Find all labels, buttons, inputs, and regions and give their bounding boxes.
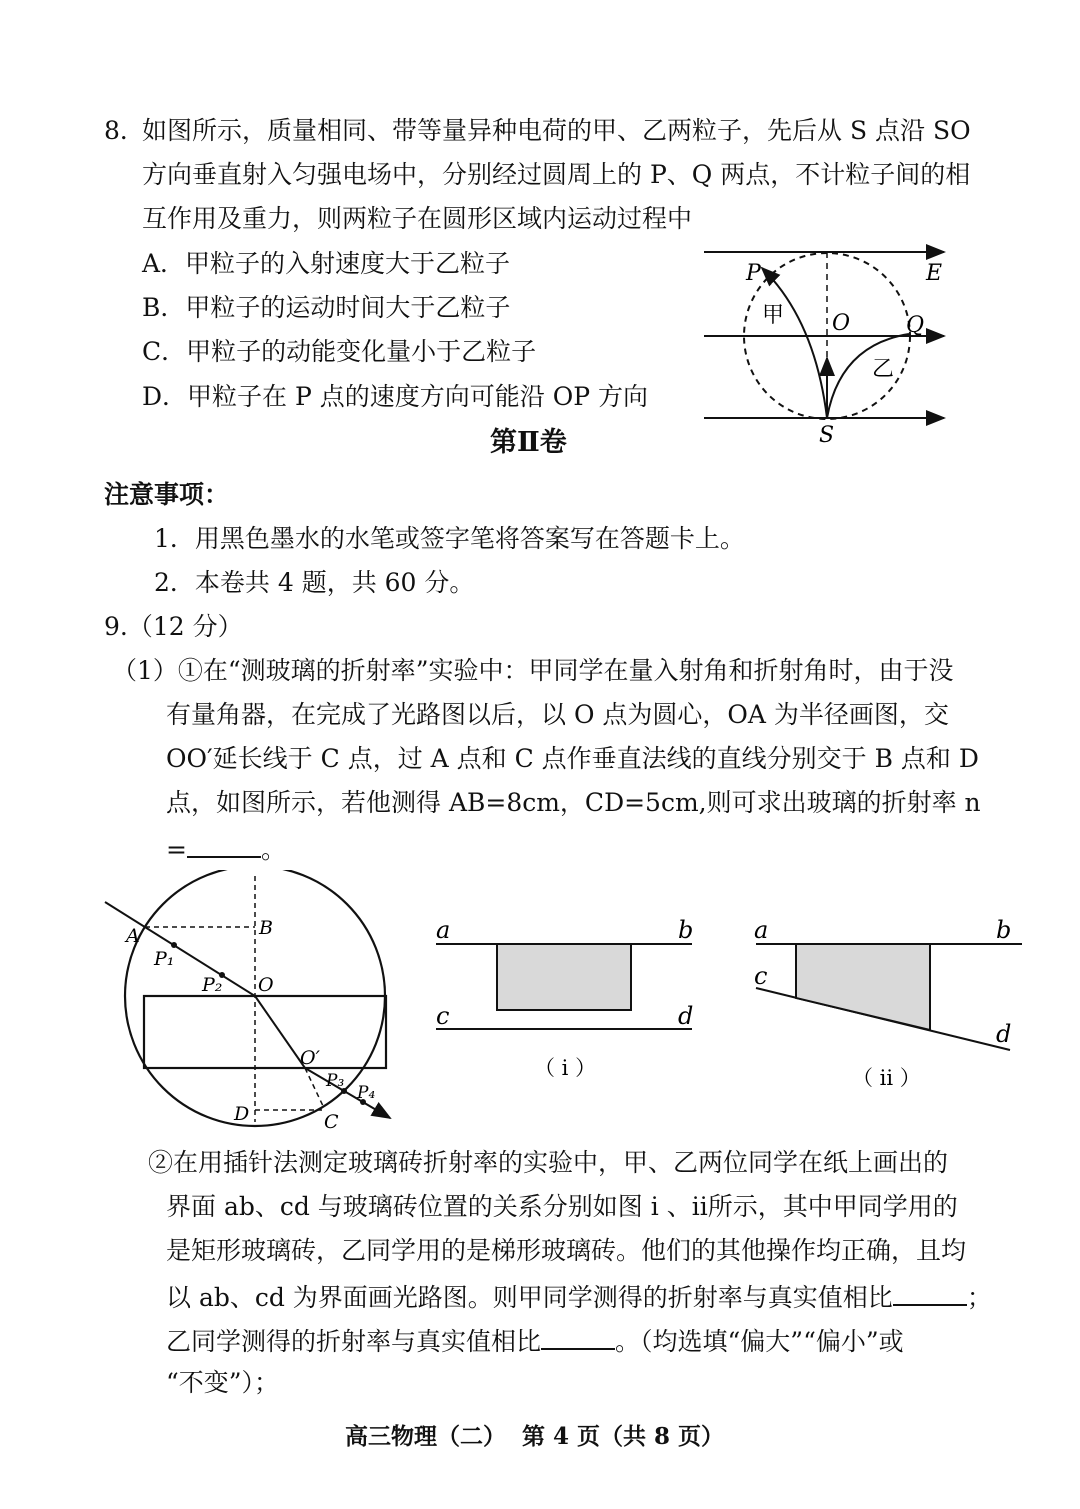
trapezoid-glass: [796, 944, 930, 1030]
label-p: P: [746, 261, 761, 286]
trajectory-yi: [827, 334, 909, 418]
label-d: d: [996, 1020, 1012, 1048]
q8-stem-line-3: 互作用及重力，则两粒子在圆形区域内运动过程中: [142, 204, 693, 233]
refracted-ray: [255, 996, 305, 1068]
notice-item-2: 2．本卷共 4 题，共 60 分。: [154, 568, 475, 597]
refraction-circle-figure: [100, 870, 400, 1135]
label-c: C: [324, 1111, 339, 1133]
part2-line-5-text: 乙同学测得的折射率与真实值相比: [166, 1327, 542, 1356]
q8-stem-line-2: 方向垂直射入匀强电场中，分别经过圆周上的 P、Q 两点，不计粒子间的相: [142, 160, 971, 189]
answer-blank-jia[interactable]: [893, 1278, 967, 1306]
part2-line-4-end: ；: [966, 1283, 992, 1312]
section-title: 第Ⅱ卷: [490, 427, 567, 458]
notice-heading: 注意事项：: [104, 480, 230, 509]
q8-option-b: B．甲粒子的运动时间大于乙粒子: [142, 293, 511, 322]
label-p4: P₄: [357, 1083, 376, 1103]
q9-part1-line-4: 点，如图所示，若他测得 AB=8cm，CD=5cm,则可求出玻璃的折射率 n: [166, 788, 981, 817]
label-b: B: [259, 917, 273, 939]
q9-part2-line-4: [166, 1278, 992, 1315]
q9-part2-line-3: 是矩形玻璃砖，乙同学用的是梯形玻璃砖。他们的其他操作均正确，且均: [166, 1236, 967, 1265]
line-end-period: 。: [260, 835, 286, 864]
rectangular-glass: [497, 944, 631, 1010]
glass-block: [144, 996, 386, 1068]
q9-part1-line-5: [166, 830, 286, 867]
notice-item-1: 1．用黑色墨水的水笔或签字笔将答案写在答题卡上。: [154, 524, 745, 553]
q9-part1-line-2: 有量角器，在完成了光路图以后，以 O 点为圆心，OA 为半径画图，交: [166, 700, 949, 729]
label-a: a: [754, 916, 769, 944]
answer-blank-yi[interactable]: [541, 1322, 615, 1350]
q9-part2-line-5: [166, 1322, 904, 1359]
label-jia: 甲: [762, 303, 785, 328]
label-a: a: [436, 916, 451, 944]
part2-line-5-end: 。（均选填“偏大”“偏小”或: [615, 1327, 904, 1356]
equals-sign: =: [166, 835, 187, 864]
label-o-prime: O′: [300, 1047, 320, 1069]
q8-option-d: D．甲粒子在 P 点的速度方向可能沿 OP 方向: [142, 382, 648, 411]
q9-part2-line-1: ②在用插针法测定玻璃砖折射率的实验中，甲、乙两位同学在纸上画出的: [148, 1148, 949, 1177]
incident-ray: [105, 902, 255, 996]
q9-part2-line-6: “不变”）；: [166, 1368, 280, 1397]
label-o: O: [832, 311, 851, 336]
label-b: b: [996, 916, 1012, 944]
q8-option-c: C．甲粒子的动能变化量小于乙粒子: [142, 337, 537, 366]
caption-i: （ i ）: [534, 1056, 597, 1080]
page-footer: 高三物理（二） 第 4 页（共 8 页）: [345, 1423, 725, 1450]
label-b: b: [678, 916, 694, 944]
answer-blank-n[interactable]: [187, 830, 261, 858]
label-d: d: [678, 1002, 694, 1030]
part2-line-4-text: 以 ab、cd 为界面画光路图。则甲同学测得的折射率与真实值相比: [166, 1283, 893, 1312]
label-c: c: [754, 962, 768, 990]
label-q: Q: [906, 313, 925, 338]
trajectory-jia: [762, 268, 827, 418]
q8-number: 8．: [104, 116, 145, 145]
q9-part1-line-3: OO′延长线于 C 点，过 A 点和 C 点作垂直法线的直线分别交于 B 点和 D: [166, 744, 979, 773]
q8-option-a: A．甲粒子的入射速度大于乙粒子: [142, 249, 511, 278]
label-s: S: [819, 423, 835, 448]
caption-ii: （ ii ）: [852, 1066, 921, 1090]
label-p2: P₂: [202, 974, 223, 996]
figure-ii: [748, 912, 1028, 1097]
label-o: O: [258, 974, 274, 996]
q8-field-figure: [700, 240, 950, 450]
label-yi: 乙: [872, 357, 895, 382]
q9-part1-line-1: （1）①在“测玻璃的折射率”实验中：甲同学在量入射角和折射角时，由于没: [112, 656, 954, 685]
q9-part2-line-2: 界面 ab、cd 与玻璃砖位置的关系分别如图 i 、ii所示，其中甲同学用的: [166, 1192, 958, 1221]
figure-i: [430, 912, 700, 1087]
label-d: D: [234, 1103, 250, 1125]
label-e: E: [926, 261, 943, 286]
label-c: c: [436, 1002, 450, 1030]
q9-header: 9.（12 分）: [104, 612, 243, 641]
q8-stem-line-1: 如图所示，质量相同、带等量异种电荷的甲、乙两粒子，先后从 S 点沿 SO: [142, 116, 971, 145]
label-p3: P₃: [326, 1071, 345, 1091]
label-a: A: [126, 925, 140, 947]
label-p1: P₁: [154, 948, 175, 970]
